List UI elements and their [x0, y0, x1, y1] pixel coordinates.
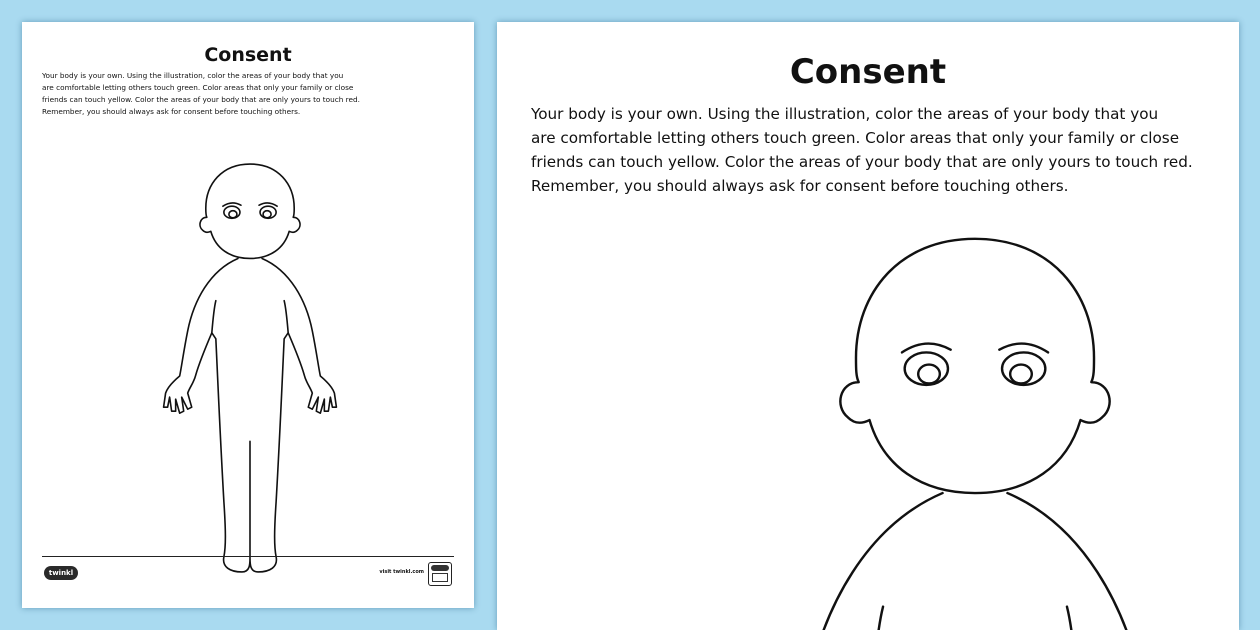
- instruction-line: friends can touch yellow. Color the areas of your body that are only yours to touch red.: [531, 153, 1193, 171]
- twinkl-logo: twinkl: [44, 566, 78, 580]
- checked-stamp-icon: [428, 562, 452, 586]
- page-title-zoom: Consent: [789, 52, 947, 92]
- instruction-line: friends can touch yellow. Color the areas of your body that are only yours to touch red.: [42, 95, 360, 104]
- body-outline-illustration-zoom: [695, 228, 1239, 630]
- body-outline-illustration: [146, 160, 354, 582]
- instruction-line: Remember, you should always ask for consent before touching others.: [531, 177, 1069, 195]
- instruction-line: Your body is your own. Using the illustration, color the areas of your body that you: [531, 105, 1159, 123]
- worksheet-thumbnail-page: [22, 22, 474, 608]
- instructions-text: [42, 70, 462, 118]
- instructions-text-zoom: [531, 102, 1221, 198]
- footer-url: visit twinkl.com: [379, 569, 424, 575]
- instruction-line: are comfortable letting others touch green. Color areas that only your family or close: [531, 129, 1180, 147]
- instruction-line: Your body is your own. Using the illustration, color the areas of your body that you: [42, 71, 344, 80]
- instruction-line: Remember, you should always ask for consent before touching others.: [42, 107, 301, 116]
- footer-divider: [42, 556, 454, 557]
- page-title: Consent: [204, 44, 292, 66]
- instruction-line: are comfortable letting others touch green. Color areas that only your family or close: [42, 83, 354, 92]
- worksheet-zoom-page: [497, 22, 1239, 630]
